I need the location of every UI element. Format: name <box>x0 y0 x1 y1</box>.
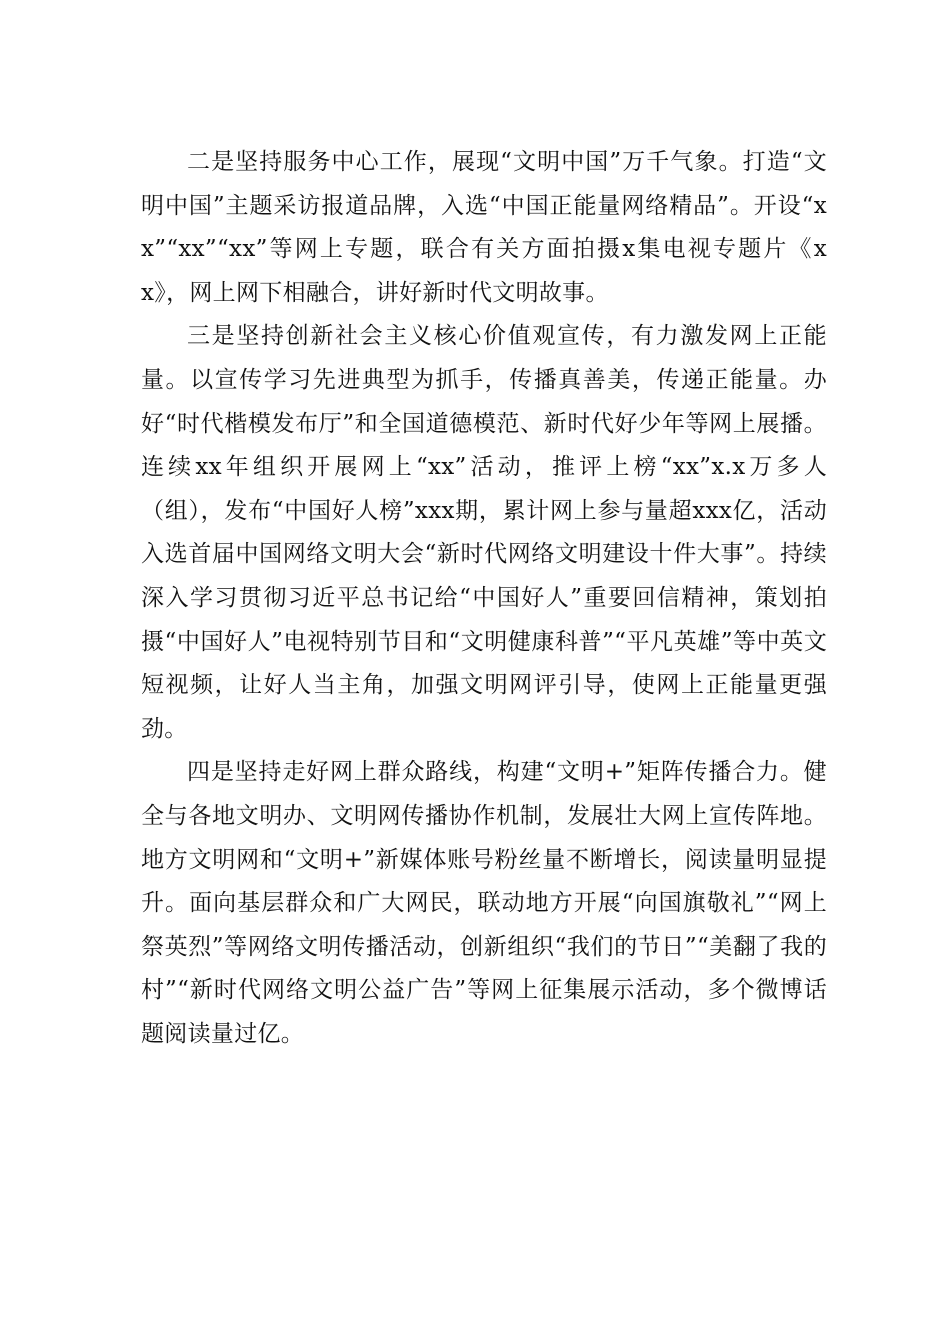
paragraph-service-center-work: 二是坚持服务中心工作，展现“文明中国”万千气象。打造“文明中国”主题采访报道品牌，入选“中国正能量网络精品”。开设“xx”“xx”“xx”等网上专题，联合有关方面拍摄x集电视专题片《xx》，网上网下相融合，讲好新时代文明故事。 <box>141 149 827 306</box>
document-body <box>141 141 827 1056</box>
paragraph-core-values-promotion: 三是坚持创新社会主义核心价值观宣传，有力激发网上正能量。以宣传学习先进典型为抓手，传播真善美，传递正能量。办好“时代楷模发布厅”和全国道德模范、新时代好少年等网上展播。连续xx年组织开展网上“xx”活动，推评上榜“xx”x.x万多人（组），发布“中国好人榜”xxx期，累计网上参与量超xxx亿，活动入选首届中国网络文明大会“新时代网络文明建设十件大事”。持续深入学习贯彻习近平总书记给“中国好人”重要回信精神，策划拍摄“中国好人”电视特别节目和“文明健康科普”“平凡英雄”等中英文短视频，让好人当主角，加强文明网评引导，使网上正能量更强劲。 <box>141 323 827 742</box>
paragraph-mass-line-online: 四是坚持走好网上群众路线，构建“文明+”矩阵传播合力。健全与各地文明办、文明网传播协作机制，发展壮大网上宣传阵地。地方文明网和“文明+”新媒体账号粉丝量不断增长，阅读量明显提升。面向基层群众和广大网民，联动地方开展“向国旗敬礼”“网上祭英烈”等网络文明传播活动，创新组织“我们的节日”“美翻了我的村”“新时代网络文明公益广告”等网上征集展示活动，多个微博话题阅读量过亿。 <box>141 759 827 1047</box>
